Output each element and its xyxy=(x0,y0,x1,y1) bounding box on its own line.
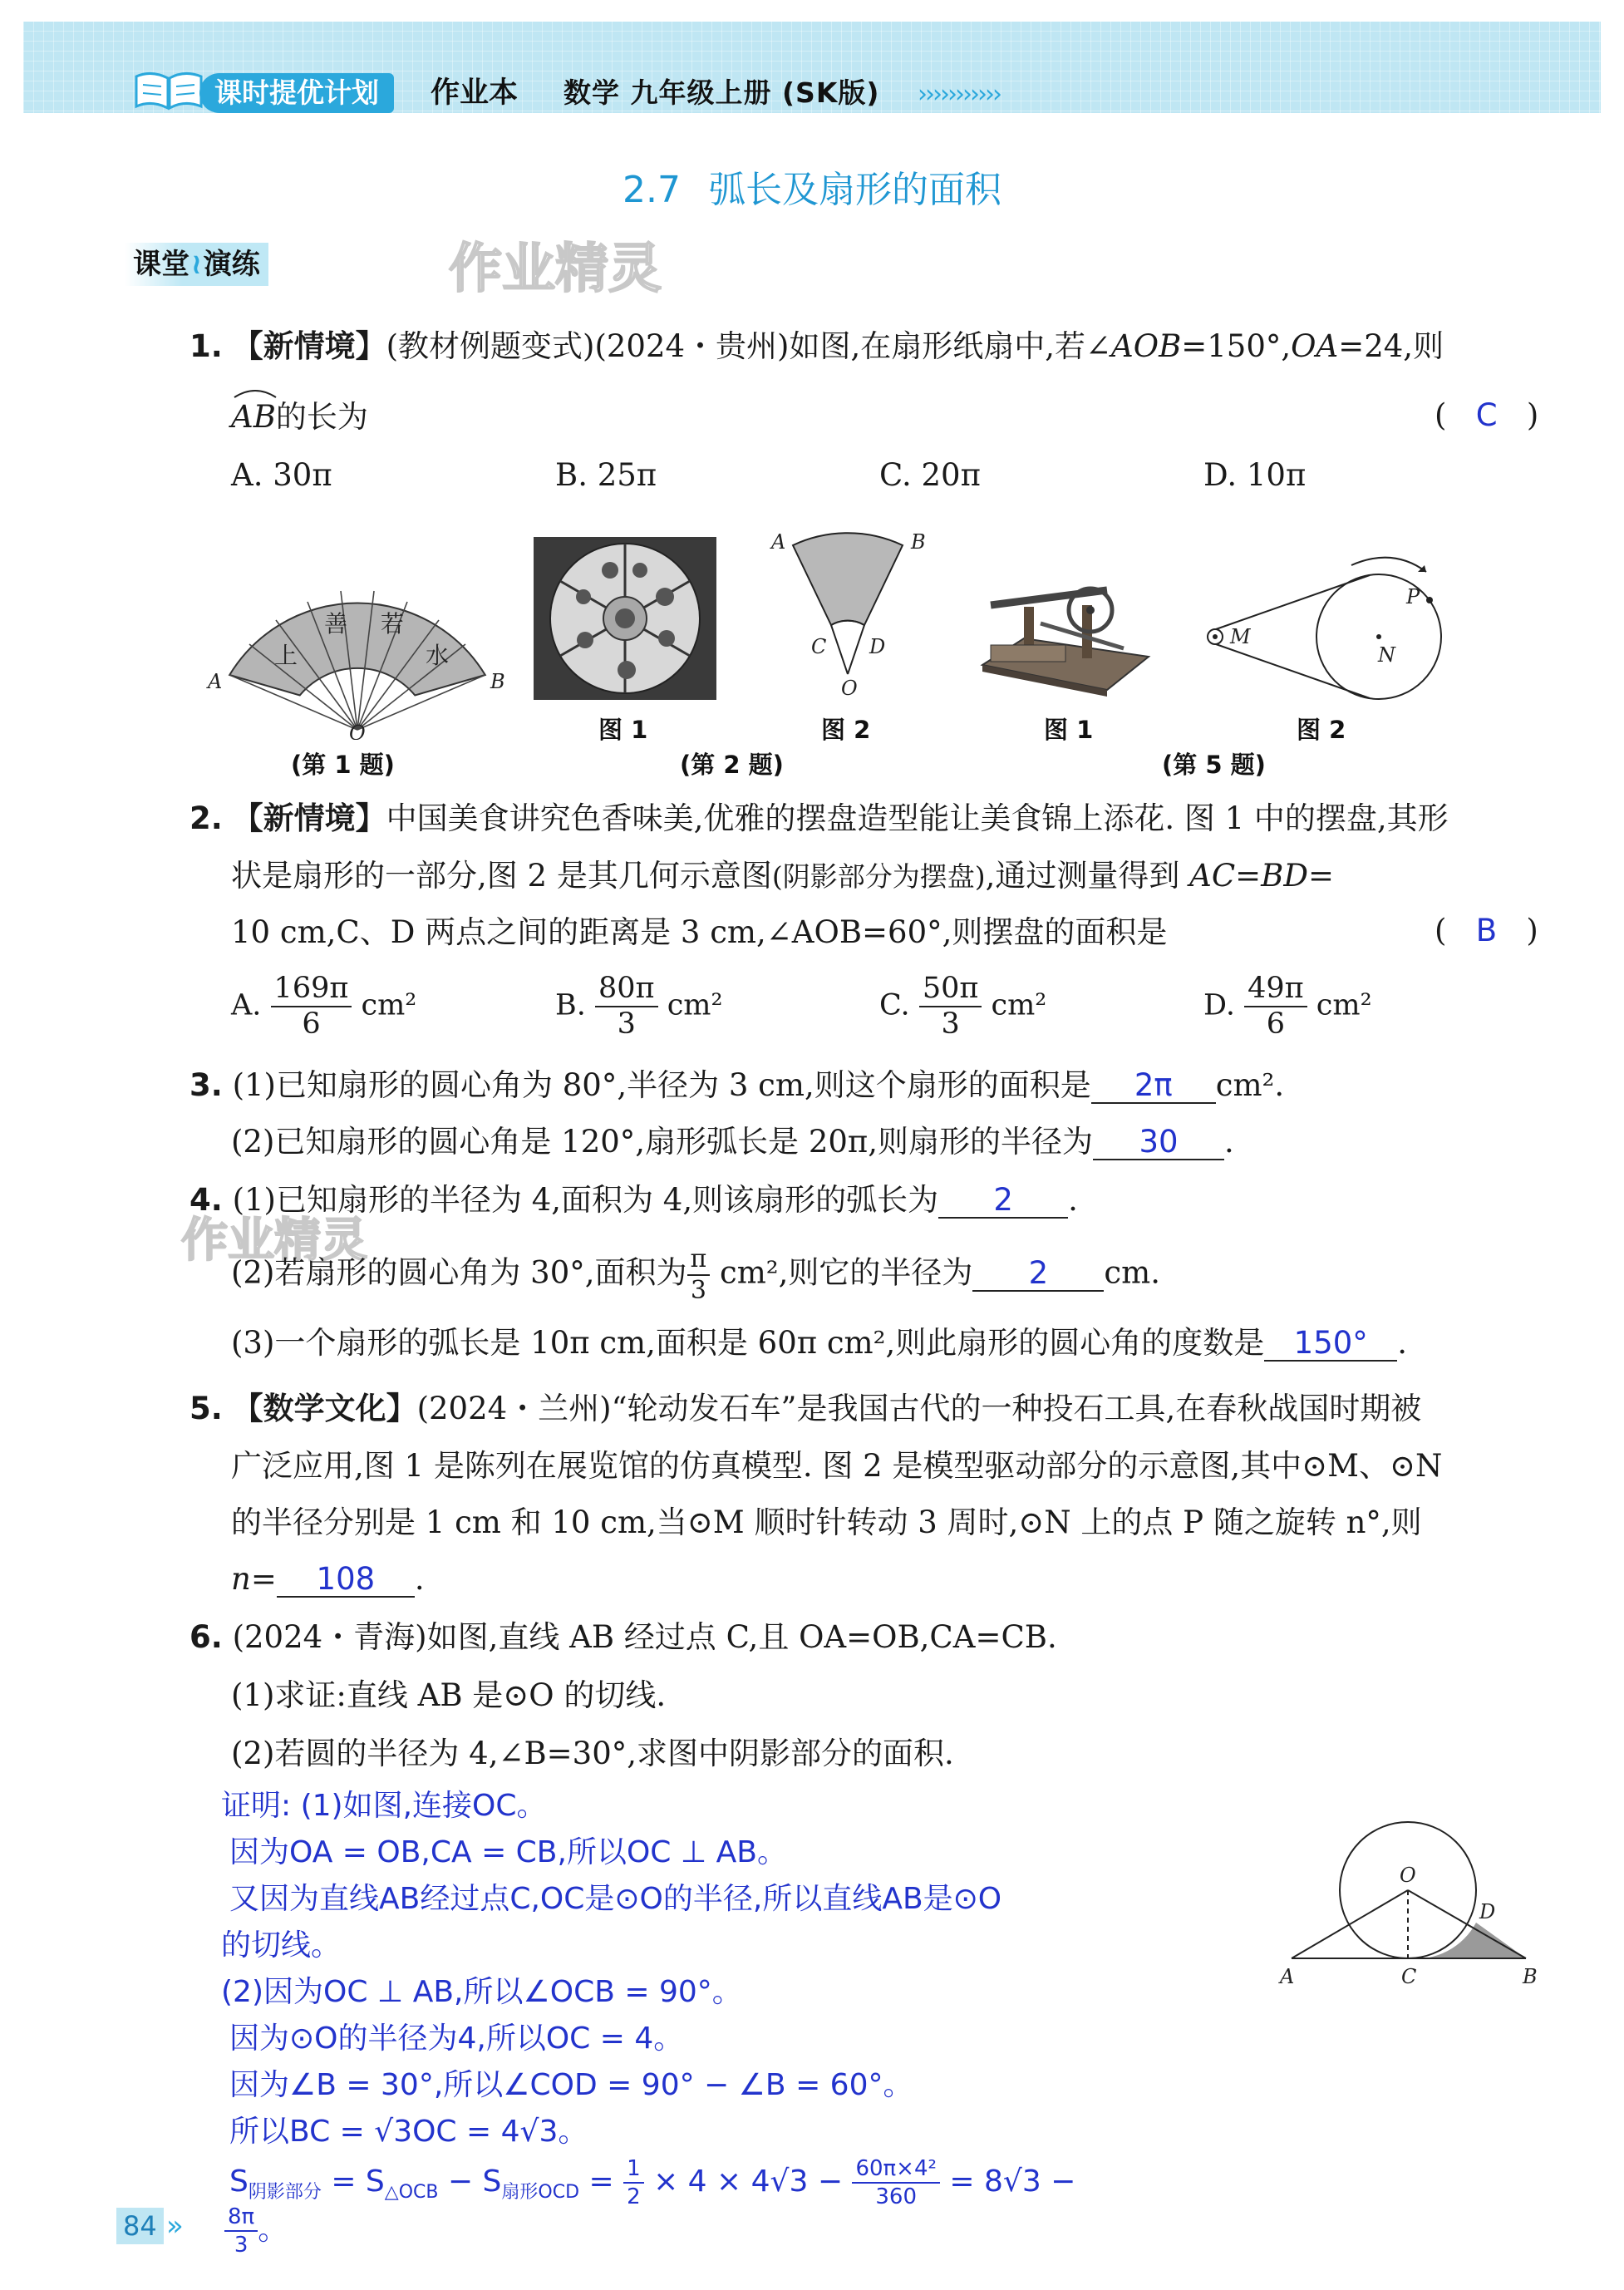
solution-line-9 xyxy=(229,2158,1075,2215)
tangent-label-d: D xyxy=(1479,1900,1496,1923)
sol9-frac1-num: 1 xyxy=(623,2158,644,2184)
solution-line-10 xyxy=(224,2206,288,2256)
q2-opt-d-num: 49π xyxy=(1244,974,1307,1007)
q5-fig2-caption: 图 2 xyxy=(1297,716,1346,744)
q1-angle: AOB xyxy=(1111,328,1182,364)
sector-diagram xyxy=(748,529,947,708)
sol10-num: 8π xyxy=(224,2206,258,2232)
q2-fig1-caption: 图 1 xyxy=(598,716,648,744)
fan-figure xyxy=(199,565,515,740)
q1-arc xyxy=(231,397,276,437)
q6-text-1: (2024・青海)如图,直线 AB 经过点 C,且 OA=OB,CA=CB. xyxy=(232,1619,1057,1655)
q2-text-2paren: (阴影部分为摆盘) xyxy=(771,860,986,893)
q5-blank xyxy=(277,1563,415,1598)
q1-tag: 【新情境】 xyxy=(232,327,386,364)
q4-p3-text: (3)一个扇形的弧长是 10π cm,面积是 60π cm²,则此扇形的圆心角的度数是 xyxy=(231,1325,1265,1361)
q4-p2-den: 3 xyxy=(690,1276,706,1305)
q5-fig1-caption: 图 1 xyxy=(1044,716,1094,744)
q3-p2-text: (2)已知扇形的圆心角是 120°,扇形弧长是 20π,则扇形的半径为 xyxy=(231,1124,1093,1160)
brand-label: 课时提优计划 xyxy=(199,73,394,113)
q1-text-a: 如图,在扇形纸扇中,若∠ xyxy=(789,328,1112,364)
q1-option-a: A. 30π xyxy=(231,457,332,493)
q1-line2 xyxy=(231,397,368,437)
q1-source: (教材例题变式)(2024・贵州) xyxy=(386,328,790,364)
sol9-b: = S xyxy=(321,2164,385,2199)
section-tag-part1: 课堂 xyxy=(133,248,189,281)
section-tag-wave: ≀ xyxy=(191,248,202,281)
q3-p1-blank xyxy=(1091,1069,1216,1104)
q2-opt-c-num: 50π xyxy=(919,974,982,1007)
q3-p1-end: cm². xyxy=(1215,1067,1285,1103)
q1-arc-label: AB xyxy=(231,399,276,435)
q4-p2-frac xyxy=(687,1244,711,1305)
sol9-d: = xyxy=(579,2164,624,2199)
q2-opt-d-frac xyxy=(1244,974,1307,1039)
q5-tag: 【数学文化】 xyxy=(232,1390,417,1426)
sol10-end: 。 xyxy=(258,2213,288,2247)
q2-line1 xyxy=(189,798,1449,839)
q4-p2-end: cm. xyxy=(1104,1254,1160,1291)
q2-eq-end: = xyxy=(1308,858,1335,894)
q2-fig2-caption: 图 2 xyxy=(821,716,871,744)
page-title xyxy=(0,160,1624,213)
q2-opt-c-unit: cm² xyxy=(991,988,1047,1022)
q6-number: 6. xyxy=(189,1619,223,1655)
solution-line-2: 因为OA = OB,CA = CB,所以OC ⊥ AB。 xyxy=(229,1835,787,1869)
section-tag-part2: 演练 xyxy=(203,248,260,281)
q5-answer: 108 xyxy=(316,1561,376,1597)
section-title: 弧长及扇形的面积 xyxy=(708,169,1001,211)
q2-opt-a-unit: cm² xyxy=(361,988,417,1022)
q2-line3: 10 cm,C、D 两点之间的距离是 3 cm,∠AOB=60°,则摆盘的面积是 xyxy=(231,914,1168,950)
sol9-s: S xyxy=(229,2164,249,2199)
fan-char-4: 水 xyxy=(426,642,450,669)
q2-text-2b: ,通过测量得到 xyxy=(985,858,1190,894)
q2-tag: 【新情境】 xyxy=(232,800,386,836)
sector-label-d: D xyxy=(869,635,886,658)
q4-p2-text-a: (2)若扇形的圆心角为 30°,面积为 xyxy=(231,1254,687,1291)
q2-option-b xyxy=(555,974,723,1039)
belt-label-p: P xyxy=(1406,585,1420,608)
fan-char-2: 善 xyxy=(324,610,348,638)
q2-option-d xyxy=(1203,974,1372,1039)
sol9-g: = 8√3 − xyxy=(939,2164,1076,2199)
belt-diagram xyxy=(1185,547,1459,705)
q2-opt-a-label: A. xyxy=(231,988,262,1022)
q5-end: . xyxy=(414,1561,425,1597)
q3-p1-answer: 2π xyxy=(1134,1067,1173,1103)
q2-answer-paren: ( B ) xyxy=(1435,913,1538,948)
q2-opt-a-num: 169π xyxy=(271,974,352,1007)
q4-p2-text-b: cm²,则它的半径为 xyxy=(710,1254,973,1291)
q1-eq2: =24,则 xyxy=(1338,328,1444,364)
q6-line1 xyxy=(189,1618,1057,1657)
q3-p2-answer: 30 xyxy=(1139,1124,1179,1160)
catapult-photo xyxy=(974,574,1157,698)
q2-opt-d-label: D. xyxy=(1203,988,1235,1022)
q1-oa: OA xyxy=(1291,328,1339,364)
q3-line1 xyxy=(189,1066,1284,1106)
q1-caption: (第 1 题) xyxy=(291,751,395,779)
q2-text-2a: 状是扇形的一部分,图 2 是其几何示意图 xyxy=(231,858,772,894)
fan-char-3: 若 xyxy=(381,610,405,638)
solution-line-5: (2)因为OC ⊥ AB,所以∠OCB = 90°。 xyxy=(221,1975,742,2009)
fan-label-b: B xyxy=(490,670,505,693)
q4-p2-num: π xyxy=(687,1247,711,1276)
q5-line4 xyxy=(231,1559,425,1599)
fan-label-a: A xyxy=(208,670,223,693)
q3-p2-blank xyxy=(1093,1125,1224,1160)
q4-p1-blank xyxy=(938,1184,1068,1219)
solution-line-6: 因为⊙O的半径为4,所以OC = 4。 xyxy=(229,2022,684,2056)
q2-text-1: 中国美食讲究色香味美,优雅的摆盘造型能让美食锦上添花. 图 1 中的摆盘,其形 xyxy=(386,800,1449,836)
sol9-frac2-den: 360 xyxy=(875,2184,917,2209)
watermark-2: 作业精灵 xyxy=(181,1214,367,1268)
sector-label-c: C xyxy=(811,635,827,658)
q5-text-1: (2024・兰州)“轮动发石车”是我国古代的一种投石工具,在春秋战国时期被 xyxy=(416,1391,1422,1426)
q2-opt-a-den: 6 xyxy=(302,1007,321,1041)
q2-opt-b-unit: cm² xyxy=(667,988,723,1022)
sol9-frac2-num: 60π×4² xyxy=(852,2158,940,2184)
section-number: 2.7 xyxy=(623,169,681,211)
plate-photo xyxy=(534,537,716,700)
q5-line1 xyxy=(189,1388,1421,1429)
q4-p1-text: (1)已知扇形的半径为 4,面积为 4,则该扇形的弧长为 xyxy=(232,1182,939,1218)
sol9-e: × 4 × 4√3 − xyxy=(643,2164,853,2199)
q1-eq1: =150°, xyxy=(1181,328,1292,364)
q1-text-b: 的长为 xyxy=(275,399,368,435)
q2-option-c xyxy=(879,974,1046,1039)
solution-line-8: 所以BC = √3OC = 4√3。 xyxy=(229,2115,588,2149)
header-chevrons: ››››››››››› xyxy=(918,80,1000,109)
fan-label-o: O xyxy=(349,721,366,740)
sol9-frac2 xyxy=(852,2158,940,2208)
sol9-frac1-den: 2 xyxy=(627,2184,641,2209)
q2-caption: (第 2 题) xyxy=(680,751,784,779)
tangent-label-c: C xyxy=(1401,1965,1417,1988)
fan-char-1: 上 xyxy=(274,642,298,669)
q3-line2 xyxy=(231,1122,1234,1162)
solution-line-7: 因为∠B = 30°,所以∠COD = 90° − ∠B = 60°。 xyxy=(229,2068,913,2102)
q4-line2 xyxy=(231,1244,1160,1305)
q2-eq: = xyxy=(1235,858,1262,894)
watermark: 作业精灵 xyxy=(449,239,662,300)
sol9-sub2: △OCB xyxy=(384,2182,439,2204)
q2-answer: B xyxy=(1475,913,1498,948)
q4-p1-end: . xyxy=(1068,1182,1078,1218)
q3-number: 3. xyxy=(189,1067,223,1103)
q2-opt-b-label: B. xyxy=(555,988,586,1022)
q4-p3-blank xyxy=(1264,1327,1397,1362)
q5-line2: 广泛应用,图 1 是陈列在展览馆的仿真模型. 图 2 是模型驱动部分的示意图,其中⊙M、⊙N xyxy=(231,1448,1443,1484)
solution-line-3: 又因为直线AB经过点C,OC是⊙O的半径,所以直线AB是⊙O xyxy=(229,1882,1002,1916)
sol10-den: 3 xyxy=(234,2233,249,2258)
sol9-c: − S xyxy=(438,2164,502,2199)
q1-option-d: D. 10π xyxy=(1203,457,1307,493)
solution-line-4: 的切线。 xyxy=(221,1928,342,1963)
arc-mark-icon xyxy=(231,387,279,399)
q2-line2 xyxy=(231,856,1334,897)
q2-opt-a-frac xyxy=(271,974,352,1039)
sector-label-a: A xyxy=(771,530,786,554)
q5-caption: (第 5 题) xyxy=(1162,751,1266,779)
page-chevron-icon: » xyxy=(166,2209,179,2243)
q2-opt-c-frac xyxy=(919,974,982,1039)
q2-number: 2. xyxy=(189,800,223,836)
q2-opt-b-frac xyxy=(595,974,658,1039)
q1-answer: C xyxy=(1475,397,1498,433)
q1-answer-paren: ( C ) xyxy=(1435,397,1539,433)
q4-p3-end: . xyxy=(1397,1325,1407,1361)
q3-p1-text: (1)已知扇形的圆心角为 80°,半径为 3 cm,则这个扇形的面积是 xyxy=(232,1067,1091,1103)
sol9-sub1: 阴影部分 xyxy=(248,2182,322,2204)
q1-option-c: C. 20π xyxy=(879,457,981,493)
sol10-frac xyxy=(224,2206,258,2256)
book-icon xyxy=(133,68,204,111)
belt-label-n: N xyxy=(1378,643,1395,667)
q2-ac: AC xyxy=(1189,858,1236,894)
sol9-frac1 xyxy=(623,2158,644,2208)
q2-opt-b-num: 80π xyxy=(595,974,658,1007)
q2-opt-d-den: 6 xyxy=(1266,1007,1285,1041)
q4-p1-answer: 2 xyxy=(993,1182,1013,1218)
page-number: 84 xyxy=(116,2208,164,2244)
tangent-diagram xyxy=(1268,1797,1551,1993)
q3-p2-end: . xyxy=(1223,1124,1234,1160)
tangent-label-o: O xyxy=(1400,1864,1416,1887)
tangent-label-a: A xyxy=(1280,1965,1295,1988)
q4-p2-blank xyxy=(972,1254,1104,1292)
q4-p3-answer: 150° xyxy=(1293,1325,1368,1361)
section-tag xyxy=(125,243,268,286)
q1-number: 1. xyxy=(189,328,223,364)
sol9-sub3: 扇形OCD xyxy=(501,2182,580,2204)
q6-line2: (1)求证:直线 AB 是⊙O 的切线. xyxy=(231,1677,667,1713)
q2-opt-d-unit: cm² xyxy=(1316,988,1372,1022)
q4-line1 xyxy=(189,1180,1078,1220)
q1-line1 xyxy=(189,326,1444,367)
subject-label: 数学 九年级上册 (SK版) xyxy=(563,76,880,109)
q5-number: 5. xyxy=(189,1391,223,1426)
q1-option-b: B. 25π xyxy=(555,457,657,493)
q5-n-eq: n= xyxy=(231,1561,277,1597)
sector-label-o: O xyxy=(841,677,858,700)
book-type-label: 作业本 xyxy=(431,76,519,110)
q5-line3: 的半径分别是 1 cm 和 10 cm,当⊙M 顺时针转动 3 周时,⊙N 上的点 P 随之旋转 n°,则 xyxy=(231,1505,1422,1540)
q2-bd: BD xyxy=(1261,858,1309,894)
sector-label-b: B xyxy=(911,530,926,554)
q2-option-a xyxy=(231,974,416,1039)
q6-line3: (2)若圆的半径为 4,∠B=30°,求图中阴影部分的面积. xyxy=(231,1736,954,1771)
belt-label-m: M xyxy=(1230,625,1251,648)
q4-p2-answer: 2 xyxy=(1028,1254,1049,1291)
q4-number: 4. xyxy=(189,1182,223,1218)
q4-line3 xyxy=(231,1323,1407,1363)
tangent-label-b: B xyxy=(1523,1965,1538,1988)
q2-opt-c-den: 3 xyxy=(941,1007,960,1041)
solution-line-1: 证明: (1)如图,连接OC。 xyxy=(221,1789,547,1823)
q2-opt-c-label: C. xyxy=(879,988,910,1022)
q2-opt-b-den: 3 xyxy=(617,1007,636,1041)
